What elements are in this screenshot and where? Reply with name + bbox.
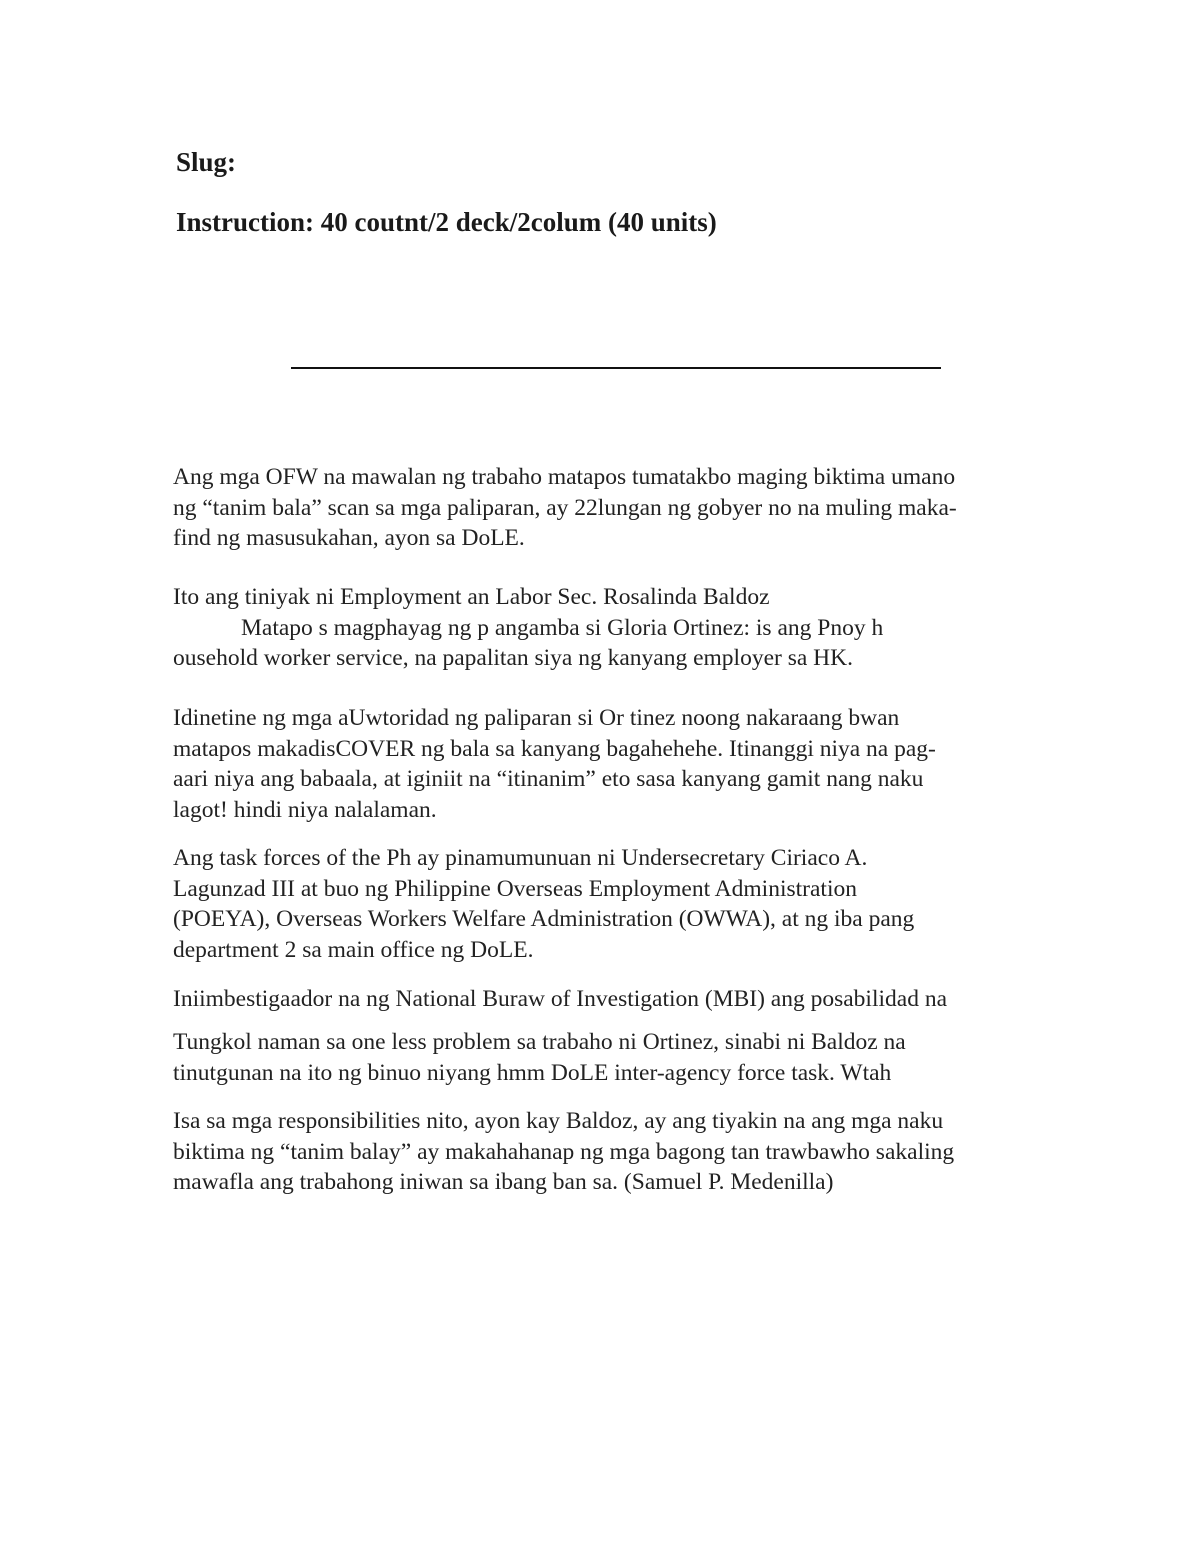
paragraph-line: Lagunzad III at buo ng Philippine Overseas Employment Administration (173, 875, 857, 902)
paragraph-line: mawafla ang trabahong iniwan sa ibang ban sa. (Samuel P. Medenilla) (173, 1169, 834, 1195)
paragraph-line: Ang task forces of the Ph ay pinamumunuan ni Undersecretary Ciriaco A. (173, 845, 868, 871)
paragraph-line: Ito ang tiniyak ni Employment an Labor Sec. Rosalinda Baldoz (173, 584, 770, 610)
paragraph-line: Tungkol naman sa one less problem sa trabaho ni Ortinez, sinabi ni Baldoz na (173, 1029, 906, 1055)
paragraph-line: matapos makadisCOVER ng bala sa kanyang bagahehehe. Itinanggi niya na pag- (173, 735, 936, 762)
paragraph-line: ousehold worker service, na papalitan siya ng kanyang employer sa HK. (173, 645, 853, 671)
paragraph-line: biktima ng “tanim balay” ay makahahanap ng mga bagong tan trawbawho sakaling (173, 1138, 955, 1165)
paragraph-line: lagot! hindi niya nalalaman. (173, 796, 437, 823)
paragraph-line: (POEYA), Overseas Workers Welfare Administration (OWWA), at ng iba pang (173, 906, 915, 932)
horizontal-rule (291, 367, 941, 369)
paragraph-line: find ng masusukahan, ayon sa DoLE. (173, 525, 525, 551)
slug-label: Slug: (176, 147, 237, 177)
paragraph-line: tinutgunan na ito ng binuo niyang hmm DoLE inter-agency force task. Wtah (173, 1059, 892, 1086)
paragraph-6 (173, 1027, 1093, 1088)
paragraph-line: Iniimbestigaador na ng National Buraw of Investigation (MBI) ang posabilidad na (173, 986, 948, 1012)
paragraph-5-clipped (173, 984, 1093, 1014)
paragraph-4 (173, 843, 1093, 965)
paragraph-line: department 2 sa main office ng DoLE. (173, 936, 534, 963)
paragraph-1 (173, 462, 1093, 554)
paragraph-5 (173, 984, 1093, 1014)
instruction-line: Instruction: 40 coutnt/2 deck/2colum (40 units) (176, 207, 717, 237)
paragraph-line: aari niya ang babaala, at iginiit na “itinanim” eto sasa kanyang gamit nang naku (173, 766, 924, 792)
paragraph-line: Isa sa mga responsibilities nito, ayon kay Baldoz, ay ang tiyakin na ang mga naku (173, 1108, 944, 1134)
paragraph-3 (173, 703, 1093, 825)
paragraph-line: Ang mga OFW na mawalan ng trabaho matapos tumatakbo maging biktima umano (173, 464, 956, 490)
paragraph-line: Matapo s magphayag ng p angamba si Gloria Ortinez: is ang Pnoy h (241, 614, 884, 641)
paragraph-line: ng “tanim bala” scan sa mga paliparan, ay 22lungan ng gobyer no na muling maka- (173, 494, 957, 521)
paragraph-7 (173, 1106, 1093, 1198)
paragraph-line: Idinetine ng mga aUwtoridad ng paliparan si Or tinez noong nakaraang bwan (173, 705, 900, 731)
paragraph-2 (173, 582, 1093, 674)
